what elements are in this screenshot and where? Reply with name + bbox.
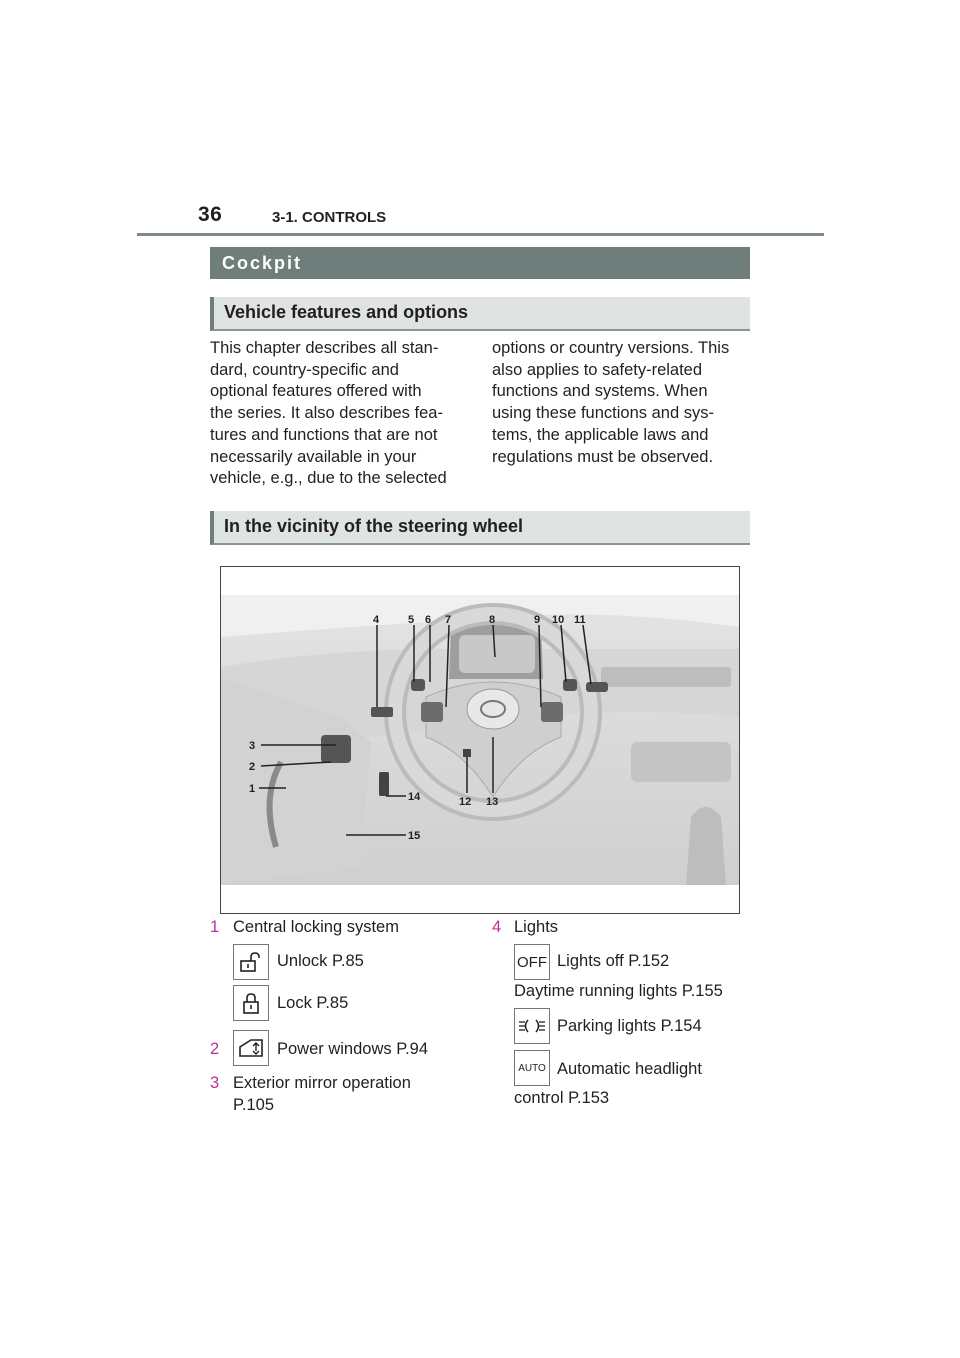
- callout-15: 15: [408, 830, 421, 842]
- callout-3: 3: [249, 740, 256, 752]
- callout-7: 7: [445, 614, 452, 626]
- callout-11: 11: [574, 614, 586, 626]
- intro-column-1: This chapter describes all stan- dard, country-specific and optional features offered with the series. It also describes fea- tures and functions that are not necessarily available in your vehicle, e.g., due to the selected: [210, 339, 447, 488]
- legend-auto-headlight-page: control P.153: [514, 1089, 610, 1107]
- page-number: 36: [198, 203, 223, 226]
- callout-8: 8: [489, 614, 496, 626]
- callout-13: 13: [486, 796, 499, 808]
- legend-daytime-lights: Daytime running lights P.155: [514, 982, 723, 1000]
- legend-number-4: 4: [492, 918, 502, 936]
- callout-1: 1: [249, 783, 256, 795]
- lights-off-icon: OFF: [514, 944, 550, 980]
- legend-lock: Lock P.85: [277, 994, 349, 1012]
- header-rule: [137, 233, 824, 236]
- callout-4: 4: [373, 614, 380, 626]
- legend-mirror-operation: Exterior mirror operation: [233, 1074, 411, 1092]
- legend-lights: Lights: [514, 918, 559, 936]
- legend-mirror-page: P.105: [233, 1096, 274, 1114]
- legend-number-3: 3: [210, 1074, 220, 1092]
- intro-column-2: options or country versions. This also applies to safety-related functions and systems. When using these functions and sys- tems, the applicable laws and regulations must be observed.: [492, 339, 730, 466]
- callout-2: 2: [249, 761, 256, 773]
- legend-auto-headlight: Automatic headlight: [557, 1060, 702, 1078]
- legend-parking-lights: Parking lights P.154: [557, 1017, 702, 1035]
- callout-5: 5: [408, 614, 415, 626]
- legend-number-1: 1: [210, 918, 220, 936]
- cockpit-drawing: [221, 567, 739, 913]
- callout-12: 12: [459, 796, 472, 808]
- lock-icon: [233, 985, 269, 1021]
- vehicle-features-heading: Vehicle features and options: [210, 297, 750, 331]
- cockpit-heading: Cockpit: [210, 247, 750, 279]
- parking-lights-icon: [514, 1008, 550, 1044]
- unlock-icon: [233, 944, 269, 980]
- legend-unlock: Unlock P.85: [277, 952, 364, 970]
- callout-10: 10: [552, 614, 565, 626]
- callout-14: 14: [408, 791, 421, 803]
- legend-lights-off: Lights off P.152: [557, 952, 670, 970]
- steering-vicinity-heading: In the vicinity of the steering wheel: [210, 511, 750, 545]
- auto-headlight-icon: AUTO: [514, 1050, 550, 1086]
- legend-number-2: 2: [210, 1040, 220, 1058]
- cockpit-illustration: [220, 566, 740, 914]
- legend-central-locking: Central locking system: [233, 918, 399, 936]
- section-reference: 3-1. CONTROLS: [272, 209, 387, 226]
- callout-6: 6: [425, 614, 432, 626]
- legend-power-windows: Power windows P.94: [277, 1040, 429, 1058]
- callout-9: 9: [534, 614, 541, 626]
- power-window-icon: [233, 1030, 269, 1066]
